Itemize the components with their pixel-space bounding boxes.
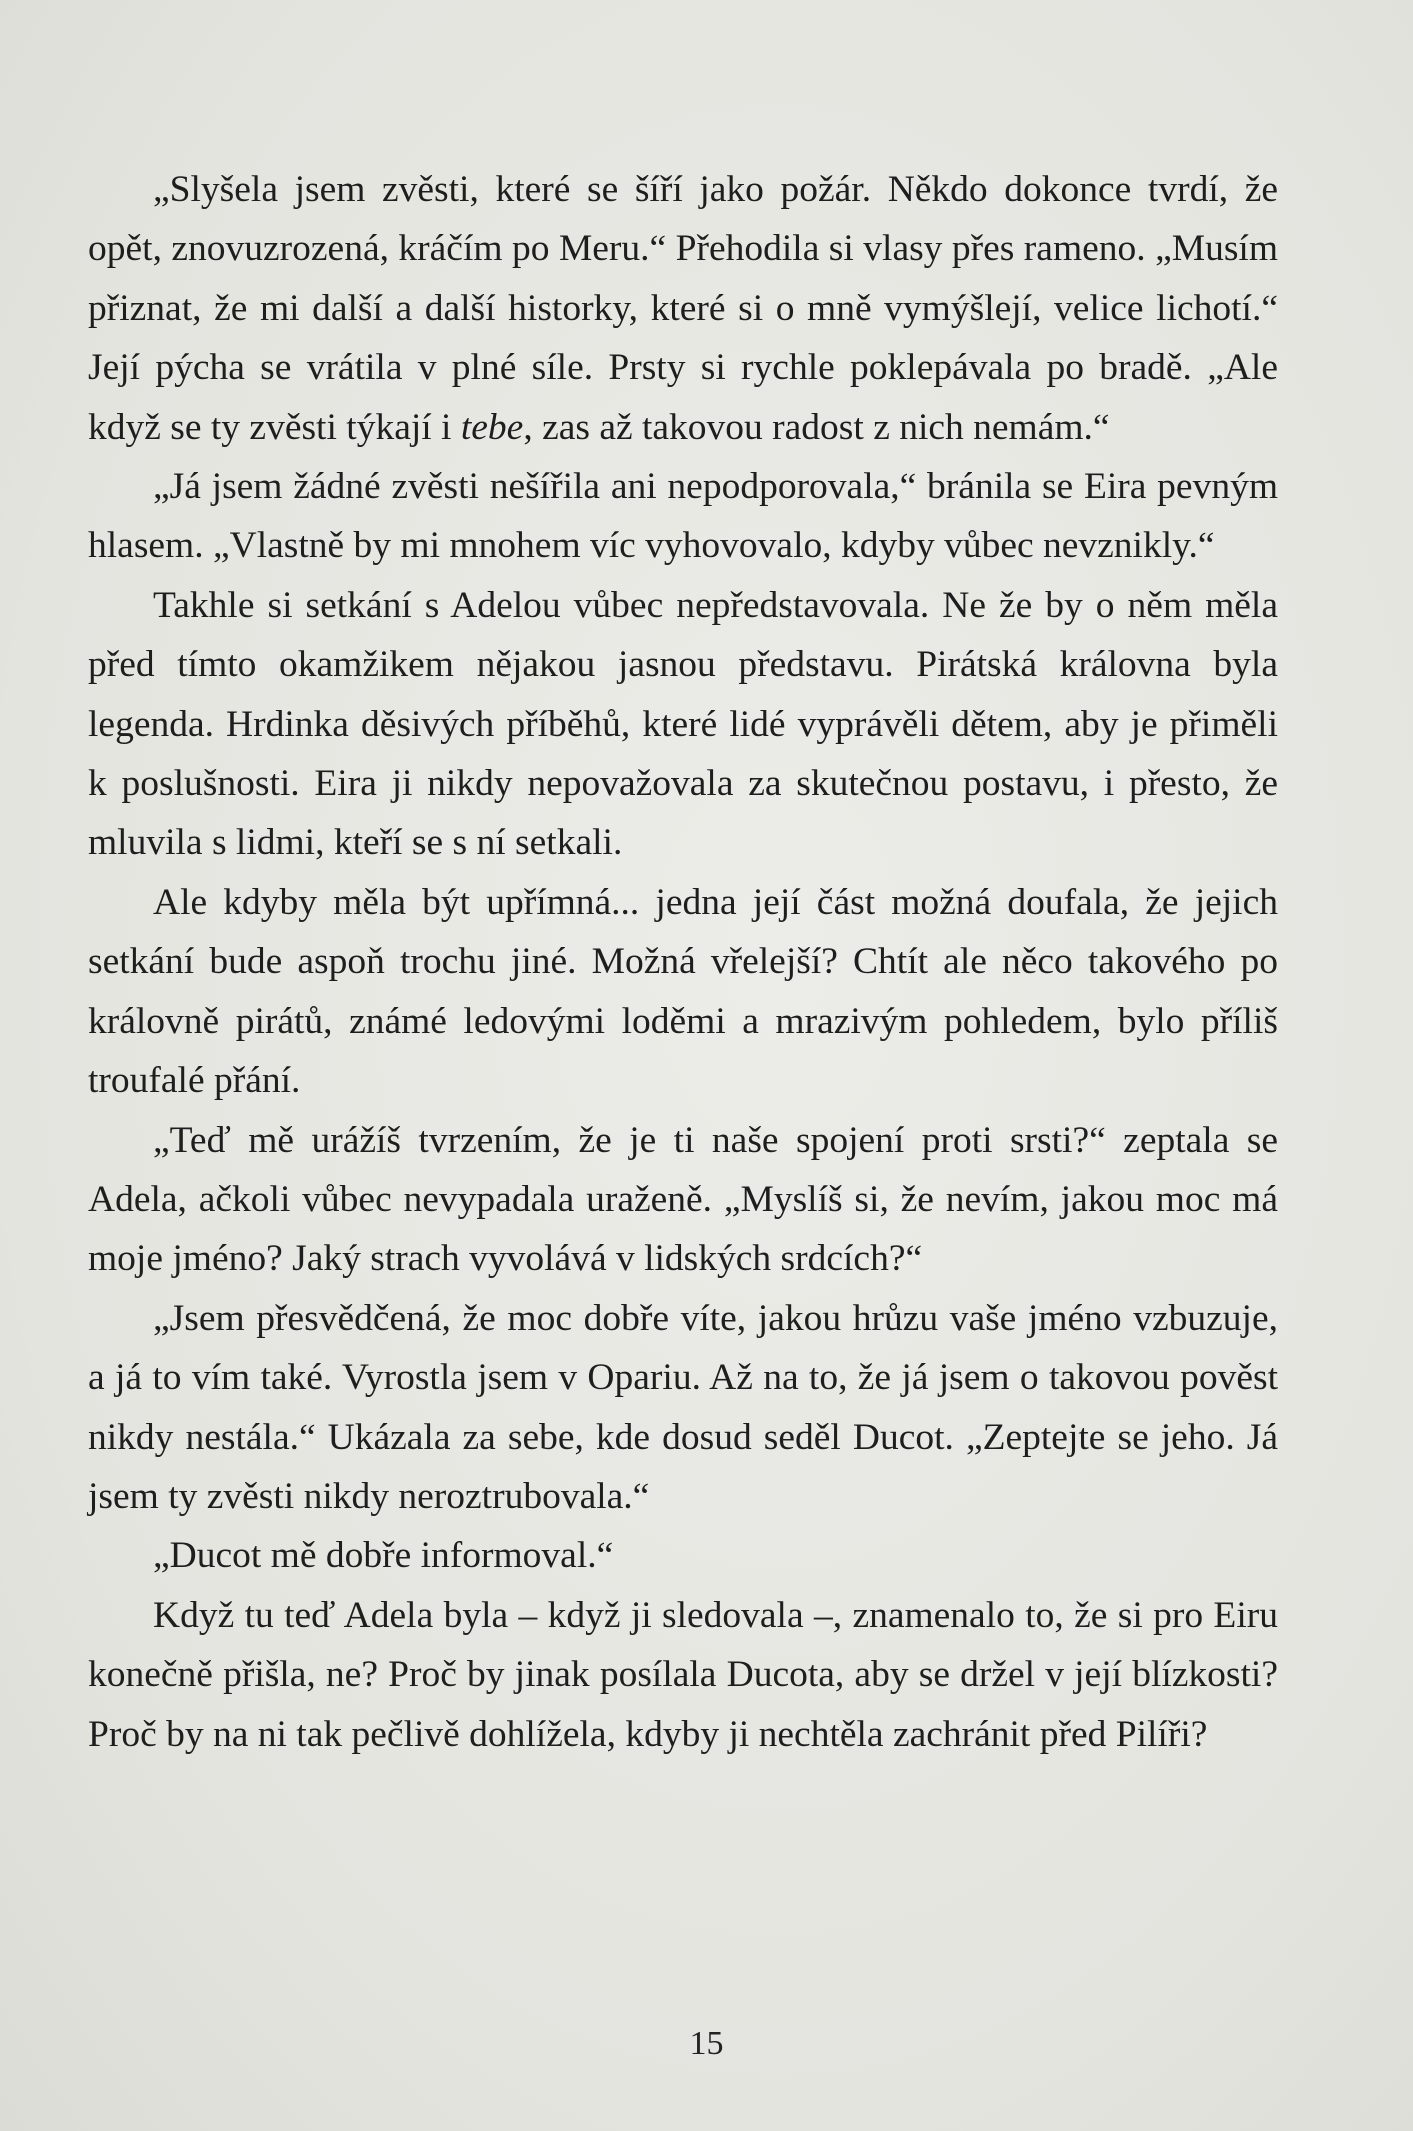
paragraph-5: „Teď mě urážíš tvrzením, že je ti naše spojení proti srsti?“ zeptala se Adela, ačkoli vůbec nevypadala uraženě. „Myslíš si, že nevím, jakou moc má moje jméno? Jaký strach vyvolává v lidských srdcích?“ (88, 1119, 1278, 1280)
page-number: 15 (689, 2025, 724, 2062)
paragraph-3: Takhle si setkání s Adelou vůbec nepředstavovala. Ne že by o něm měla před tímto okamžikem nějakou jasnou představu. Pirátská královna byla legenda. Hrdinka děsivých příběhů, které lidé vyprávěli dětem, aby je přiměli k poslušnosti. Eira ji nikdy nepovažovala za skutečnou postavu, i přesto, že mluvila s lidmi, kteří se s ní setkali. (88, 584, 1278, 864)
paragraph-1: „Slyšela jsem zvěsti, které se šíří jako požár. Někdo dokonce tvrdí, že opět, znovuzrozená, kráčím po Meru.“ Přehodila si vlasy přes rameno. „Musím přiznat, že mi další a další historky, které si o mně vymýšlejí, velice lichotí.“ Její pýcha se vrátila v plné síle. Prsty si rychle poklepávala po bradě. „Ale když se ty zvěsti týkají i tebe, zas až takovou radost z nich nemám.“ (88, 169, 1278, 448)
paragraph-7: „Ducot mě dobře informoval.“ (153, 1535, 614, 1577)
paragraph-2: „Já jsem žádné zvěsti nešířila ani nepodporovala,“ bránila se Eira pevným hlasem. „Vlastně by mi mnohem víc vyhovovalo, kdyby vůbec nevznikly.“ (88, 466, 1278, 567)
body-text (88, 160, 1278, 1764)
paragraph-6: „Jsem přesvědčená, že moc dobře víte, jakou hrůzu vaše jméno vzbuzuje, a já to vím také. Vyrostla jsem v Opariu. Až na to, že já jsem o takovou pověst nikdy nestála.“ Ukázala za sebe, kde dosud seděl Ducot. „Zeptejte se jeho. Já jsem ty zvěsti nikdy neroztrubovala.“ (88, 1297, 1278, 1517)
paragraph-4: Ale kdyby měla být upřímná... jedna její část možná doufala, že jejich setkání bude aspoň trochu jiné. Možná vřelejší? Chtít ale něco takového po královně pirátů, známé ledovými loděmi a mrazivým pohledem, bylo příliš troufalé přání. (88, 881, 1278, 1102)
emphasis: tebe (460, 406, 524, 448)
paragraph-8: Když tu teď Adela byla – když ji sledovala –, znamenalo to, že si pro Eiru konečně přišla, ne? Proč by jinak posílala Ducota, aby se držel v její blízkosti? Proč by na ni tak pečlivě dohlížela, kdyby ji nechtěla zachránit před Pilíři? (88, 1594, 1278, 1755)
